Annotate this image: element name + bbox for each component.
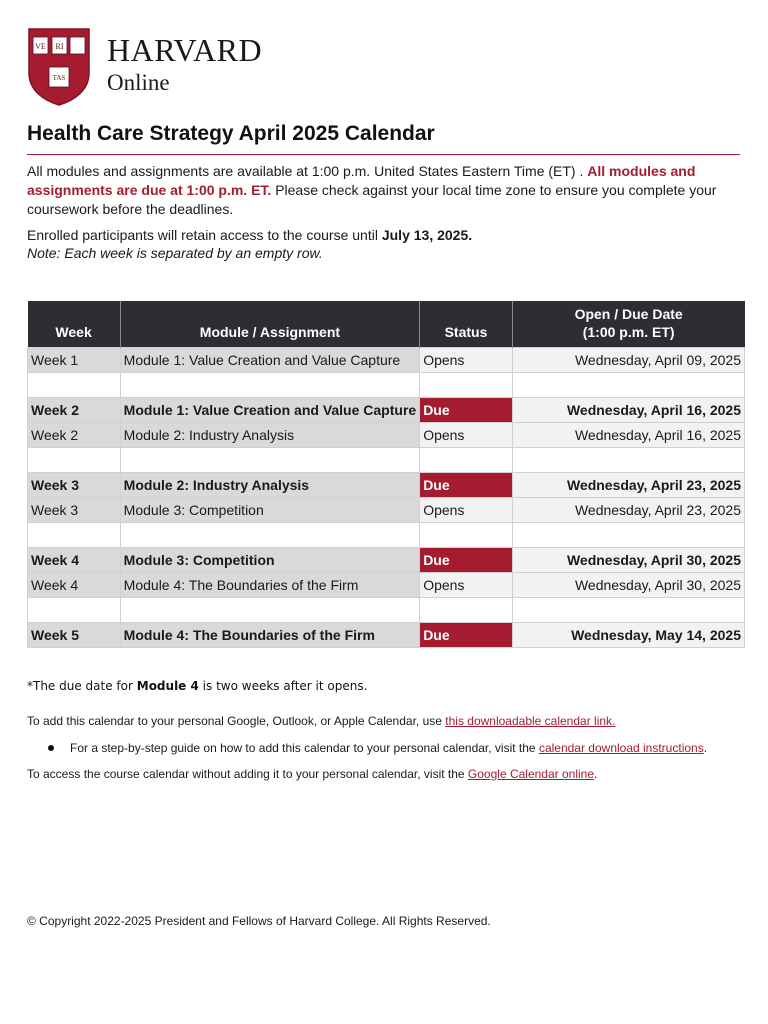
intro-text: All modules and assignments are available at 1:00 p.m. United States Eastern Time (ET) .: [27, 163, 588, 179]
calendar-table: [27, 301, 745, 648]
bullet-text: For a step-by-step guide on how to add this calendar to your personal calendar, visit the: [70, 741, 539, 755]
footnote-text-end: is two weeks after it opens.: [198, 679, 368, 693]
footnote-text: *The due date for: [27, 679, 137, 693]
header-date-line1: Open / Due Date: [574, 305, 683, 322]
week-cell: Week 5: [28, 622, 121, 647]
status-cell: Due: [420, 397, 513, 422]
table-row: [28, 622, 745, 647]
google-calendar-link[interactable]: Google Calendar online: [467, 767, 595, 781]
intro-due-highlight: All modules and assignments are due at 1:00 p.m. ET.: [27, 163, 696, 198]
footnote: [27, 678, 367, 694]
logo-wordmark: HARVARD: [107, 32, 263, 68]
status-cell: Opens: [420, 497, 513, 522]
module-cell: [120, 447, 420, 472]
week-cell: Week 2: [28, 397, 121, 422]
week-cell: [28, 597, 121, 622]
harvard-online-logo: [27, 27, 287, 107]
table-row: [28, 572, 745, 597]
downloadable-calendar-link[interactable]: this downloadable calendar link.: [445, 714, 616, 728]
table-body: [28, 347, 745, 647]
shield-text-ve: VE: [35, 42, 46, 51]
date-cell: [512, 372, 744, 397]
module-cell: [120, 372, 420, 397]
intro-text-rest: Please check against your local time zone to ensure you complete your coursework before the deadlines.: [27, 182, 717, 217]
date-cell: Wednesday, April 16, 2025: [512, 422, 744, 447]
week-cell: [28, 372, 121, 397]
status-cell: [420, 522, 513, 547]
bullet-dot-icon: [48, 745, 54, 751]
shield-text-tas: TAS: [52, 74, 66, 82]
status-cell: Opens: [420, 572, 513, 597]
header-date-line2: (1:00 p.m. ET): [582, 323, 675, 340]
week-cell: [28, 447, 121, 472]
access-end-date: July 13, 2025.: [381, 227, 473, 243]
status-cell: Due: [420, 472, 513, 497]
week-cell: Week 3: [28, 497, 121, 522]
module-cell: Module 1: Value Creation and Value Capture: [120, 347, 420, 372]
date-cell: Wednesday, April 23, 2025: [512, 472, 744, 497]
date-cell: Wednesday, May 14, 2025: [512, 622, 744, 647]
module-cell: [120, 597, 420, 622]
add-calendar-paragraph: [27, 713, 615, 729]
date-cell: [512, 447, 744, 472]
add-calendar-text: To add this calendar to your personal Google, Outlook, or Apple Calendar, use: [27, 714, 446, 728]
access-calendar-end: .: [594, 767, 598, 781]
header-status: Status: [420, 301, 513, 347]
module-cell: Module 1: Value Creation and Value Capture: [120, 397, 420, 422]
module-cell: Module 3: Competition: [120, 547, 420, 572]
status-cell: Opens: [420, 422, 513, 447]
copyright-notice: © Copyright 2022-2025 President and Fellows of Harvard College. All Rights Reserved.: [27, 914, 491, 928]
separator-row: [28, 522, 745, 547]
header-module: Module / Assignment: [120, 301, 420, 347]
separator-row: [28, 372, 745, 397]
module-cell: Module 4: The Boundaries of the Firm: [120, 572, 420, 597]
separator-row: [28, 597, 745, 622]
date-cell: [512, 597, 744, 622]
date-cell: Wednesday, April 30, 2025: [512, 572, 744, 597]
separator-note: Note: Each week is separated by an empty row.: [27, 245, 323, 261]
access-paragraph: [27, 226, 727, 262]
module-cell: Module 3: Competition: [120, 497, 420, 522]
table-row: [28, 422, 745, 447]
title-divider: [27, 154, 740, 155]
week-cell: Week 3: [28, 472, 121, 497]
status-cell: [420, 372, 513, 397]
module-cell: Module 4: The Boundaries of the Firm: [120, 622, 420, 647]
table-row: [28, 347, 745, 372]
week-cell: Week 1: [28, 347, 121, 372]
harvard-shield-icon: [27, 27, 91, 107]
date-cell: Wednesday, April 16, 2025: [512, 397, 744, 422]
date-cell: Wednesday, April 30, 2025: [512, 547, 744, 572]
access-calendar-text: To access the course calendar without adding it to your personal calendar, visit the: [27, 767, 468, 781]
table-row: [28, 547, 745, 572]
date-cell: Wednesday, April 23, 2025: [512, 497, 744, 522]
status-cell: [420, 597, 513, 622]
footnote-module: Module 4: [136, 679, 199, 693]
status-cell: [420, 447, 513, 472]
bullet-end: .: [703, 741, 708, 755]
table-row: [28, 397, 745, 422]
date-cell: [512, 522, 744, 547]
week-cell: Week 2: [28, 422, 121, 447]
table-row: [28, 472, 745, 497]
table-header-row: [28, 301, 745, 347]
separator-row: [28, 447, 745, 472]
logo-subtitle: Online: [107, 70, 170, 95]
access-calendar-paragraph: [27, 766, 597, 782]
page-title: Health Care Strategy April 2025 Calendar: [27, 122, 435, 145]
guide-bullet: [48, 740, 707, 756]
week-cell: Week 4: [28, 547, 121, 572]
module-cell: Module 2: Industry Analysis: [120, 472, 420, 497]
calendar-instructions-link[interactable]: calendar download instructions: [538, 741, 704, 755]
access-text: Enrolled participants will retain access to the course until: [27, 227, 382, 243]
date-cell: Wednesday, April 09, 2025: [512, 347, 744, 372]
header-week: Week: [28, 301, 121, 347]
module-cell: [120, 522, 420, 547]
status-cell: Due: [420, 547, 513, 572]
intro-paragraph: [27, 162, 727, 219]
week-cell: [28, 522, 121, 547]
status-cell: Opens: [420, 347, 513, 372]
header-date: [512, 301, 744, 347]
status-cell: Due: [420, 622, 513, 647]
module-cell: Module 2: Industry Analysis: [120, 422, 420, 447]
table-row: [28, 497, 745, 522]
shield-text-ri: RI: [55, 42, 64, 51]
week-cell: Week 4: [28, 572, 121, 597]
